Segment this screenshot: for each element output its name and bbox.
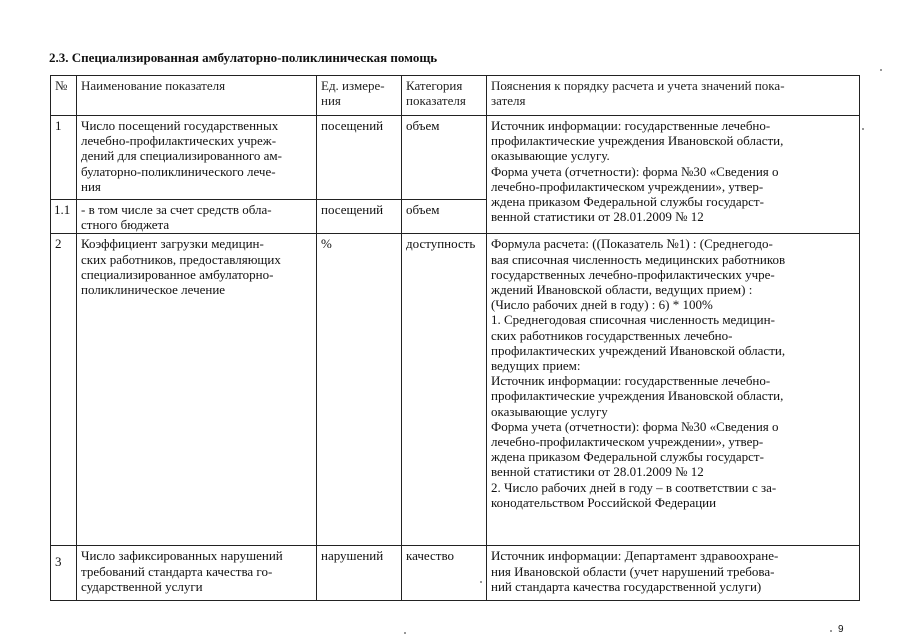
table-header-row [51,76,860,116]
row-explanation: Формула расчета: ((Показатель №1) : (Среднегодо- вая списочная численность медицинских работников государственных лечебно-профилактических учре- ждений Ивановской области, ведущих прием) : (Число рабочих дней в году) : 6) * 100% 1. Среднегодовая списочная численность медицин- ских работников государственных лечебно- профилактических учреждений Ивановской области, ведущих прием: Источник информации: государственные лечебно- профилактические учреждения Ивановской области, оказывающие услугу Форма учета (отчетности): форма №30 «Сведения о лечебно-профилактическом учреждении», утвер- ждена приказом Федеральной службы государст- венной статистики от 28.01.2009 № 12 2. Число рабочих дней в году – в соответствии с за- конодательством Российской Федерации [487,234,860,546]
row-unit: % [317,234,402,546]
table-row [51,234,860,546]
row-num: 1 [51,116,77,200]
scan-speck [480,581,482,583]
scan-speck [862,128,864,130]
header-category: Категория показателя [402,76,487,116]
scan-speck [404,632,406,634]
row-num: 3 [51,546,77,601]
table-row [51,546,860,601]
row-unit: посещений [317,116,402,200]
table-row [51,116,860,200]
row-unit: посещений [317,200,402,234]
row-explanation: Источник информации: государственные лечебно- профилактические учреждения Ивановской области, оказывающие услугу. Форма учета (отчетности): форма №30 «Сведения о лечебно-профилактическом учреждении», утвер- ждена приказом Федеральной службы государст- венной статистики от 28.01.2009 № 12 [487,116,860,234]
row-num: 1.1 [51,200,77,234]
header-num: № [51,76,77,116]
scan-speck [830,630,832,632]
row-category: объем [402,116,487,200]
row-explanation: Источник информации: Департамент здравоохране- ния Ивановской области (учет нарушений требова- ний стандарта качества государственной услуги) [487,546,860,601]
row-category: доступность [402,234,487,546]
scan-speck [880,69,882,71]
row-name: Число зафиксированных нарушений требований стандарта качества го- сударственной услуги [77,546,317,601]
header-explanation: Пояснения к порядку расчета и учета значений пока- зателя [487,76,860,116]
row-name: Число посещений государственных лечебно-профилактических учреж- дений для специализированного ам- булаторно-поликлинического лече- ния [77,116,317,200]
indicators-table [50,75,860,601]
page-number: 9 [838,624,844,635]
header-unit: Ед. измере- ния [317,76,402,116]
header-name: Наименование показателя [77,76,317,116]
row-name: Коэффициент загрузки медицин- ских работников, предоставляющих специализированное амбулаторно- поликлиническое лечение [77,234,317,546]
row-num: 2 [51,234,77,546]
row-name: - в том числе за счет средств обла- стного бюджета [77,200,317,234]
row-category: качество [402,546,487,601]
section-title: 2.3. Специализированная амбулаторно-поликлиническая помощь [49,50,438,65]
row-unit: нарушений [317,546,402,601]
row-category: объем [402,200,487,234]
